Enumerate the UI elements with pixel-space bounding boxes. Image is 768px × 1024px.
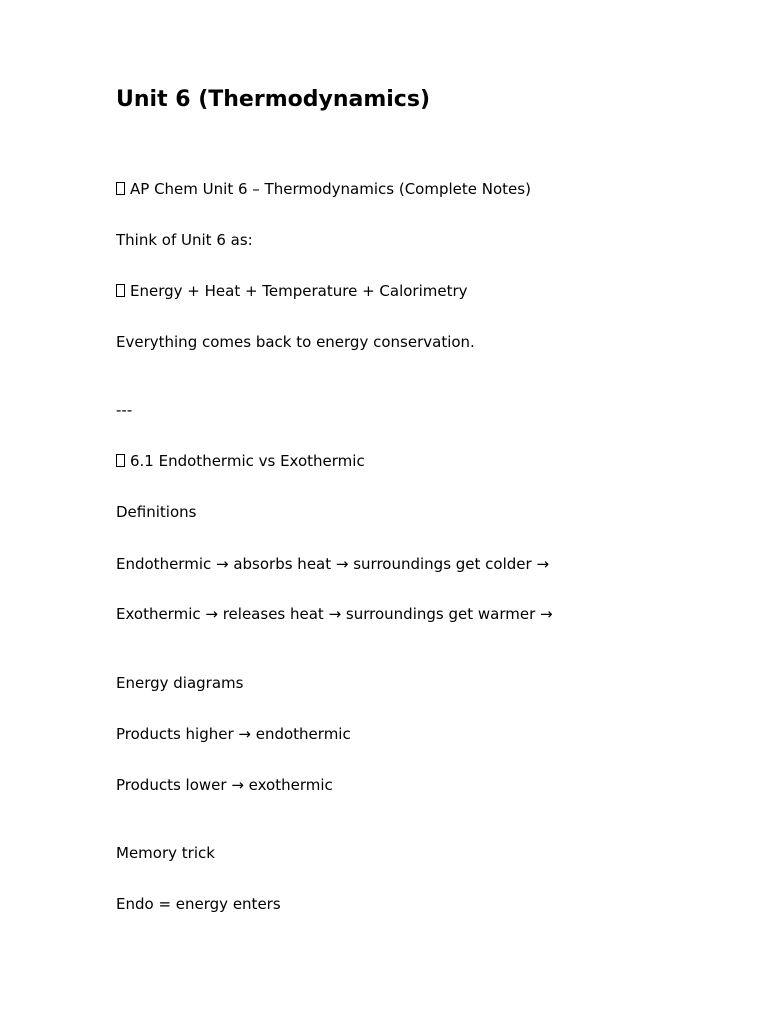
section-title-line: [116, 451, 365, 471]
formula-line: [116, 281, 468, 301]
endothermic-definition: Endothermic → absorbs heat → surroundings get colder →: [116, 555, 550, 573]
exothermic-definition: Exothermic → releases heat → surroundings get warmer →: [116, 605, 553, 623]
separator-line: ---: [116, 401, 133, 419]
section-title-text: 6.1 Endothermic vs Exothermic: [130, 452, 365, 470]
page-title: Unit 6 (Thermodynamics): [116, 87, 430, 112]
memory-trick-label: Memory trick: [116, 844, 215, 862]
missing-glyph-box-icon: [116, 454, 125, 467]
notes-heading-text: AP Chem Unit 6 – Thermodynamics (Complete Notes): [130, 180, 531, 198]
conservation-line: Everything comes back to energy conservation.: [116, 333, 475, 351]
formula-text: Energy + Heat + Temperature + Calorimetry: [130, 282, 468, 300]
notes-heading-line: [116, 179, 531, 199]
products-higher-line: Products higher → endothermic: [116, 725, 351, 743]
energy-diagrams-label: Energy diagrams: [116, 674, 244, 692]
products-lower-line: Products lower → exothermic: [116, 776, 333, 794]
definitions-label: Definitions: [116, 503, 197, 521]
endo-trick-line: Endo = energy enters: [116, 895, 281, 913]
think-of-line: Think of Unit 6 as:: [116, 231, 253, 249]
missing-glyph-box-icon: [116, 284, 125, 297]
missing-glyph-box-icon: [116, 182, 125, 195]
